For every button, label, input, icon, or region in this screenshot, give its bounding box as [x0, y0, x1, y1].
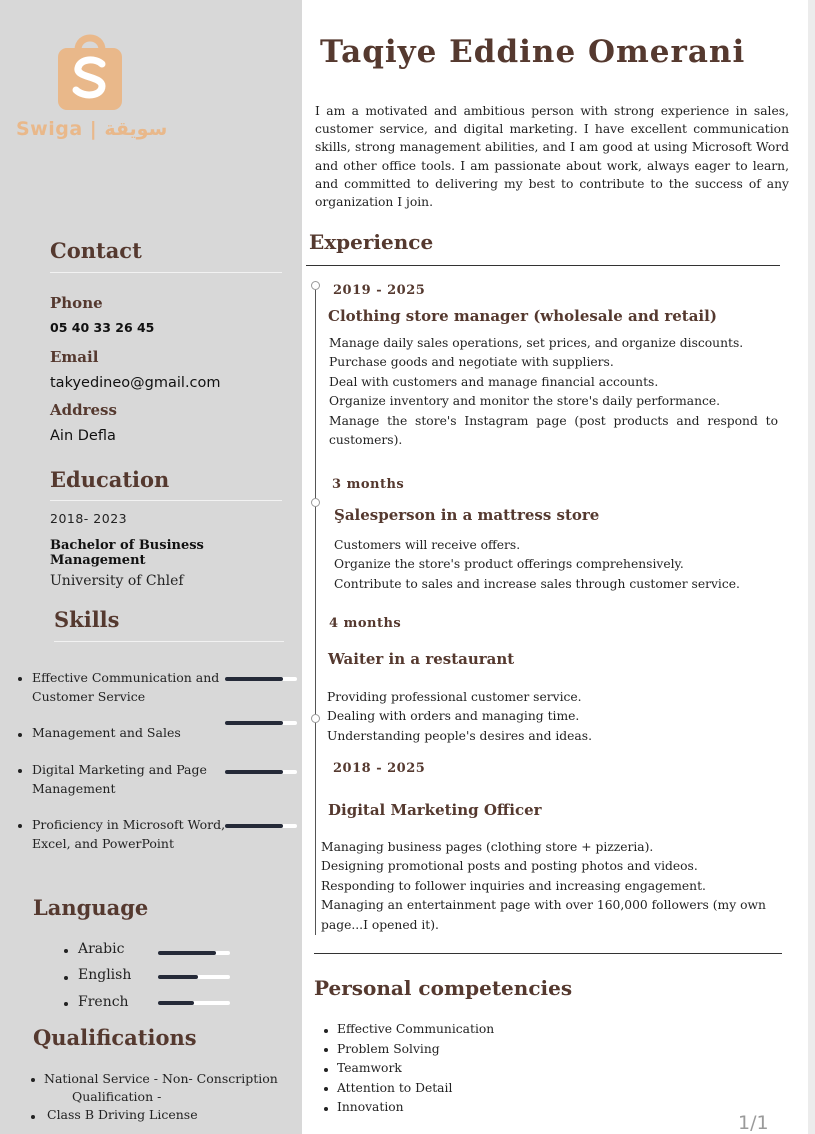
language-bar [158, 951, 230, 955]
job-duties [329, 334, 778, 450]
job-title: Clothing store manager (wholesale and retail) [328, 307, 717, 325]
language-bar [158, 975, 230, 979]
job-period: 3 months [332, 477, 405, 492]
language-item: French [78, 994, 129, 1010]
skill-line: Excel, and PowerPoint [32, 836, 174, 851]
skill-bar [225, 677, 297, 681]
duty-item: Deal with customers and manage financial accounts. [329, 374, 659, 389]
experience-divider [306, 265, 780, 266]
skill-item [32, 760, 207, 798]
degree-line-2: Management [50, 553, 146, 568]
job-period: 2019 - 2025 [333, 283, 426, 298]
experience-heading: Experience [309, 230, 434, 254]
skill-bar-fill [225, 721, 283, 725]
duty-item: Managing business pages (clothing store + pizzeria). [321, 840, 654, 854]
language-bar-fill [158, 975, 198, 979]
skill-line: Proficiency in Microsoft Word, [32, 817, 226, 832]
skill-bar-fill [225, 824, 283, 828]
skill-item [32, 815, 225, 853]
email-label: Email [50, 348, 99, 366]
education-school: University of Chlef [50, 573, 184, 589]
bullet-icon [324, 1029, 328, 1033]
qualification-line: Qualification - [72, 1089, 162, 1104]
skill-item: Management and Sales [32, 725, 181, 740]
competencies-heading: Personal competencies [314, 976, 573, 1000]
skill-bar-fill [225, 770, 283, 774]
language-item: Arabic [78, 941, 125, 957]
skills-heading: Skills [54, 607, 120, 632]
duty-item: Designing promotional posts and posting photos and videos. [321, 859, 698, 874]
qualifications-heading: Qualifications [33, 1025, 197, 1050]
phone-label: Phone [50, 294, 103, 312]
duty-item: Understanding people's desires and ideas. [327, 728, 592, 743]
language-bar-fill [158, 1001, 194, 1005]
job-title: Waiter in a restaurant [328, 650, 515, 668]
logo-wordmark: Swiga | سويقة [16, 118, 168, 140]
skill-bar [225, 824, 297, 828]
skill-bar [225, 721, 297, 725]
job-duties [334, 536, 774, 594]
job-period: 2018 - 2025 [333, 761, 426, 776]
page-edge [808, 0, 815, 1134]
skill-line: Digital Marketing and Page [32, 762, 207, 777]
language-bar [158, 1001, 230, 1005]
email-value: takyedineo@gmail.com [50, 375, 221, 391]
duty-item: Contribute to sales and increase sales through customer service. [334, 576, 740, 591]
page-indicator: 1/1 [738, 1112, 769, 1134]
bullet-icon [31, 1078, 35, 1082]
competency-item: Attention to Detail [337, 1081, 453, 1095]
competency-item: Innovation [337, 1100, 404, 1114]
duty-item: Manage the store's Instagram page (post products and respond to customers). [329, 413, 778, 448]
degree-line-1: Bachelor of Business [50, 538, 204, 553]
competency-item: Teamwork [337, 1061, 402, 1075]
skills-divider [54, 641, 284, 642]
bullet-icon [64, 1002, 68, 1006]
skill-bar [225, 770, 297, 774]
phone-value: 05 40 33 26 45 [50, 320, 155, 335]
duty-item: Organize the store's product offerings comprehensively. [334, 557, 684, 572]
duty-item: Providing professional customer service. [327, 690, 582, 704]
language-bar-fill [158, 951, 216, 955]
job-title: Şalesperson in a mattress store [334, 506, 600, 524]
education-degree [50, 538, 204, 568]
duty-item: Dealing with orders and managing time. [327, 709, 580, 724]
qualification-item: Class B Driving License [47, 1107, 198, 1122]
job-duties [327, 688, 767, 746]
skill-line: Customer Service [32, 689, 146, 704]
contact-divider [50, 272, 282, 273]
skill-bar-fill [225, 677, 283, 681]
job-duties [321, 838, 777, 935]
skill-line: Management [32, 781, 116, 796]
contact-heading: Contact [50, 238, 142, 263]
duty-item: Manage daily sales operations, set prices, and organize discounts. [329, 336, 744, 350]
address-label: Address [50, 401, 117, 419]
candidate-name: Taqiye Eddine Omerani [320, 34, 746, 70]
timeline-dot [311, 281, 320, 290]
qualification-line: National Service - Non- Conscription [44, 1071, 278, 1086]
duty-item: Customers will receive offers. [334, 538, 521, 552]
bullet-icon [324, 1068, 328, 1072]
profile-summary: I am a motivated and ambitious person with strong experience in sales, customer service, and digital marketing. I have excellent communication skills, strong management abilities, and I am good at using Microsoft Word and other office tools. I am passionate about work, always eager to learn, and committed to delivering my best to contribute to the success of any organization I join. [315, 104, 789, 210]
bullet-icon [64, 949, 68, 953]
skill-item [32, 668, 219, 706]
education-period: 2018- 2023 [50, 511, 128, 526]
job-period: 4 months [329, 616, 402, 631]
duty-item: Managing an entertainment page with over 160,000 followers (my own page...I opened it). [321, 898, 766, 932]
competency-item: Problem Solving [337, 1042, 440, 1056]
bullet-icon [18, 733, 22, 737]
job-title: Digital Marketing Officer [328, 801, 542, 819]
bullet-icon [18, 769, 22, 773]
language-heading: Language [33, 895, 149, 920]
address-value: Ain Defla [50, 428, 116, 444]
bullet-icon [324, 1048, 328, 1052]
education-divider [50, 500, 282, 501]
qualification-item [44, 1070, 278, 1106]
timeline-line [315, 285, 316, 935]
bullet-icon [31, 1115, 35, 1119]
education-heading: Education [50, 467, 170, 492]
skill-line: Effective Communication and [32, 670, 220, 685]
language-item: English [78, 967, 132, 983]
competency-item: Effective Communication [337, 1022, 495, 1036]
shopping-bag-logo-icon [56, 28, 124, 112]
timeline-dot [311, 714, 320, 723]
duty-item: Organize inventory and monitor the store's daily performance. [329, 394, 721, 409]
duty-item: Purchase goods and negotiate with suppliers. [329, 355, 614, 370]
duty-item: Responding to follower inquiries and increasing engagement. [321, 878, 706, 893]
bullet-icon [324, 1087, 328, 1091]
bullet-icon [324, 1107, 328, 1111]
bullet-icon [64, 976, 68, 980]
bullet-icon [18, 677, 22, 681]
timeline-dot [311, 498, 320, 507]
competencies-divider [314, 953, 782, 954]
bullet-icon [18, 824, 22, 828]
